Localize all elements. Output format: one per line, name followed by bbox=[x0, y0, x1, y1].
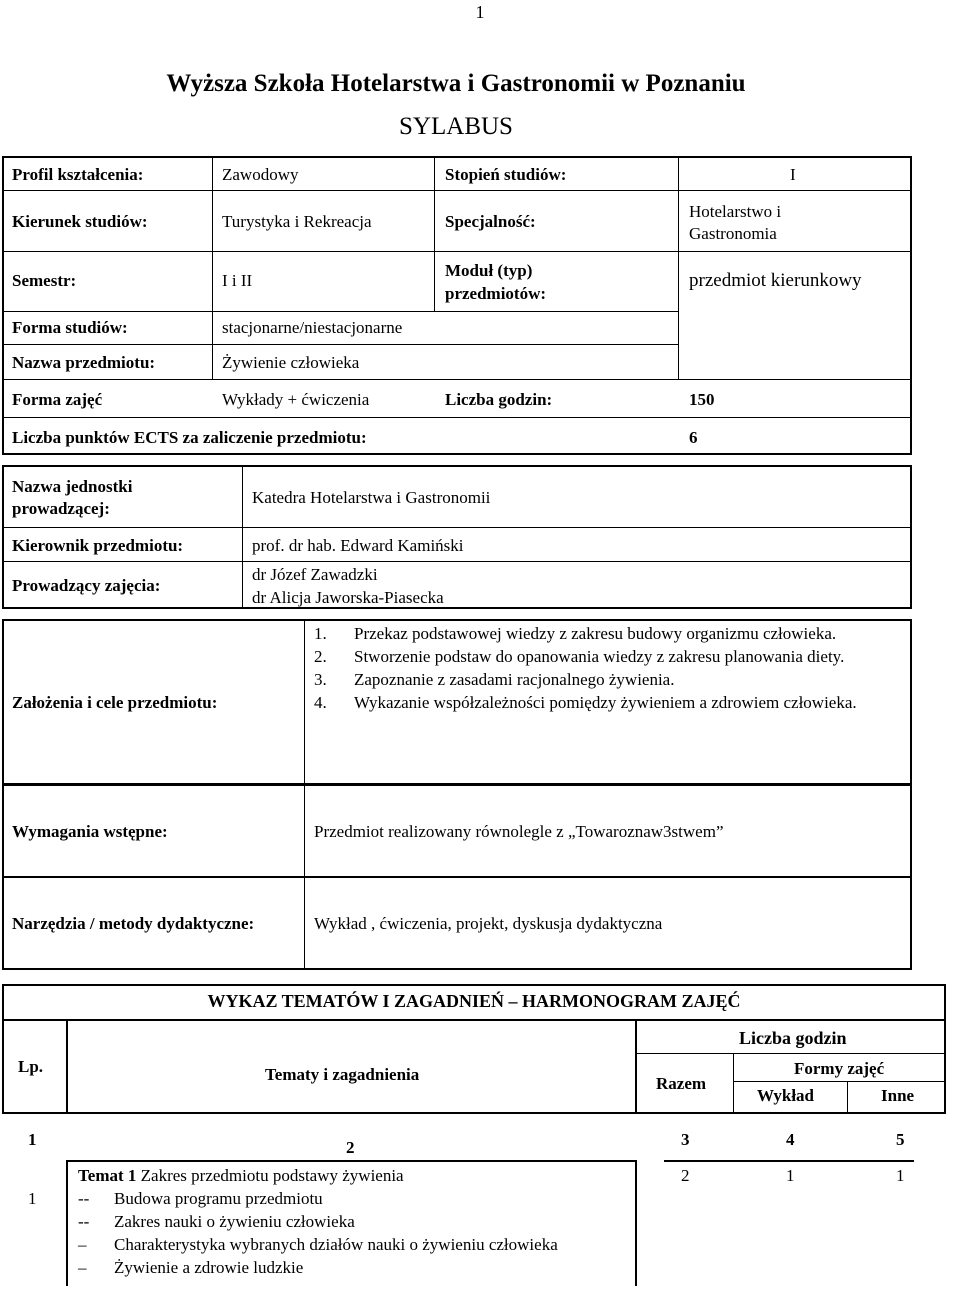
col-num-1: 1 bbox=[28, 1130, 37, 1149]
list-item: – Żywienie a zdrowie ludzkie bbox=[78, 1258, 304, 1277]
forma-zajec-label: Forma zajęć bbox=[12, 390, 103, 409]
jednostka-value: Katedra Hotelarstwa i Gastronomii bbox=[252, 488, 491, 507]
col-num-5: 5 bbox=[896, 1130, 905, 1149]
row-razem: 2 bbox=[681, 1166, 690, 1185]
jednostka-label-2: prowadzącej: bbox=[12, 499, 110, 518]
header-wyklad: Wykład bbox=[757, 1086, 815, 1105]
header-liczba-godzin: Liczba godzin bbox=[739, 1028, 847, 1048]
tools-value: Wykład , ćwiczenia, projekt, dyskusja dydaktyczna bbox=[314, 914, 663, 933]
topic-list bbox=[78, 1187, 558, 1279]
stopien-label: Stopień studiów: bbox=[445, 165, 567, 184]
goal-item: 1. Przekaz podstawowej wiedzy z zakresu budowy organizmu człowieka. bbox=[314, 624, 837, 643]
forma-zajec-value: Wykłady + ćwiczenia bbox=[222, 390, 370, 409]
prowadzacy-value-2: dr Alicja Jaworska-Piasecka bbox=[252, 588, 444, 607]
document-title: SYLABUS bbox=[399, 113, 513, 140]
kierownik-value: prof. dr hab. Edward Kamiński bbox=[252, 536, 464, 555]
row-wyklad: 1 bbox=[786, 1166, 795, 1185]
col-num-4: 4 bbox=[786, 1130, 795, 1149]
header-tematy: Tematy i zagadnienia bbox=[265, 1065, 420, 1084]
semestr-label: Semestr: bbox=[12, 271, 77, 290]
header-formy-zajec: Formy zajęć bbox=[794, 1059, 885, 1078]
nazwa-przedmiotu-label: Nazwa przedmiotu: bbox=[12, 353, 156, 372]
institution-name: Wyższa Szkoła Hotelarstwa i Gastronomii w Poznaniu bbox=[166, 70, 746, 97]
profil-value: Zawodowy bbox=[222, 165, 299, 184]
prowadzacy-label: Prowadzący zajęcia: bbox=[12, 576, 161, 595]
header-lp: Lp. bbox=[18, 1057, 44, 1076]
specjalnosc-value-1: Hotelarstwo i bbox=[689, 202, 782, 221]
goal-item: 2. Stworzenie podstaw do opanowania wiedzy z zakresu planowania diety. bbox=[314, 647, 845, 666]
list-item: -- Budowa programu przedmiotu bbox=[78, 1189, 323, 1208]
jednostka-label-1: Nazwa jednostki bbox=[12, 477, 133, 496]
specjalnosc-value-2: Gastronomia bbox=[689, 224, 777, 243]
col-num-2: 2 bbox=[346, 1138, 355, 1157]
row-lp: 1 bbox=[28, 1189, 37, 1208]
semestr-value: I i II bbox=[222, 271, 253, 290]
header-razem: Razem bbox=[656, 1074, 707, 1093]
goals-list bbox=[314, 622, 900, 714]
nazwa-przedmiotu-value: Żywienie człowieka bbox=[222, 353, 360, 372]
ects-value: 6 bbox=[689, 428, 698, 447]
kierunek-label: Kierunek studiów: bbox=[12, 212, 148, 231]
specjalnosc-label: Specjalność: bbox=[445, 212, 536, 231]
stopien-value: I bbox=[790, 165, 796, 184]
ects-label: Liczba punktów ECTS za zaliczenie przedmiotu: bbox=[12, 428, 367, 447]
list-item: – Charakterystyka wybranych działów nauki o żywieniu człowieka bbox=[78, 1235, 558, 1254]
row-inne: 1 bbox=[896, 1166, 905, 1185]
prowadzacy-value-1: dr Józef Zawadzki bbox=[252, 565, 378, 584]
forma-studiow-label: Forma studiów: bbox=[12, 318, 128, 337]
page-number: 1 bbox=[475, 2, 485, 22]
schedule-title: WYKAZ TEMATÓW I ZAGADNIEŃ – HARMONOGRAM ZAJĘĆ bbox=[207, 991, 741, 1011]
goals-label: Założenia i cele przedmiotu: bbox=[12, 693, 218, 712]
liczba-godzin-label: Liczba godzin: bbox=[445, 390, 553, 409]
liczba-godzin-value: 150 bbox=[689, 390, 715, 409]
list-item: -- Zakres nauki o żywieniu człowieka bbox=[78, 1212, 355, 1231]
tools-label: Narzędzia / metody dydaktyczne: bbox=[12, 914, 255, 933]
goal-item: 4. Wykazanie współzależności pomiędzy żywieniem a zdrowiem człowieka. bbox=[314, 693, 857, 712]
requirements-value: Przedmiot realizowany równolegle z „Towaroznaw3stwem” bbox=[314, 822, 724, 841]
modul-label-2: przedmiotów: bbox=[445, 284, 547, 303]
goal-item: 3. Zapoznanie z zasadami racjonalnego żywienia. bbox=[314, 670, 675, 689]
modul-label-1: Moduł (typ) bbox=[445, 261, 533, 280]
row-title: Temat 1 Zakres przedmiotu podstawy żywienia bbox=[78, 1166, 404, 1185]
profil-label: Profil kształcenia: bbox=[12, 165, 144, 184]
modul-value: przedmiot kierunkowy bbox=[689, 270, 862, 291]
requirements-label: Wymagania wstępne: bbox=[12, 822, 168, 841]
header-inne: Inne bbox=[881, 1086, 915, 1105]
col-num-3: 3 bbox=[681, 1130, 690, 1149]
forma-studiow-value: stacjonarne/niestacjonarne bbox=[222, 318, 403, 337]
kierunek-value: Turystyka i Rekreacja bbox=[222, 212, 372, 231]
kierownik-label: Kierownik przedmiotu: bbox=[12, 536, 184, 555]
